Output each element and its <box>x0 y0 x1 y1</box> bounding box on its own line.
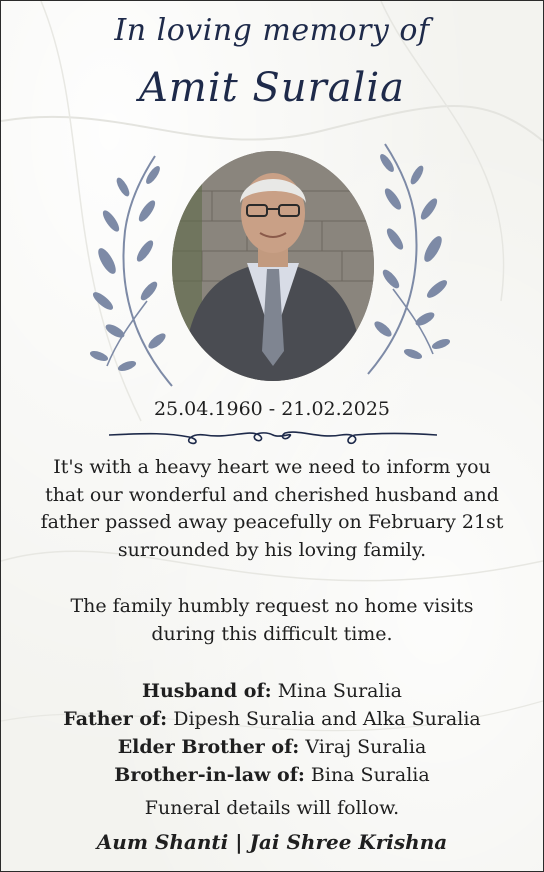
funeral-note: Funeral details will follow. <box>144 797 400 819</box>
relation-value: Mina Suralia <box>271 680 402 702</box>
relation-value: Viraj Suralia <box>299 736 427 758</box>
relation-value: Bina Suralia <box>304 764 430 786</box>
visit-request-line: The family humbly request no home visits <box>70 595 474 617</box>
heading-in-loving-memory: In loving memory of <box>114 13 430 48</box>
announcement-paragraph <box>1 454 543 564</box>
deceased-name: Amit Suralia <box>139 65 405 111</box>
visit-request-paragraph <box>1 593 543 648</box>
relation-label: Husband of: <box>142 680 272 702</box>
relation-label: Father of: <box>63 708 168 730</box>
announcement-line: surrounded by his loving family. <box>117 538 427 561</box>
relation-label: Brother-in-law of: <box>114 764 305 786</box>
portrait-photo <box>172 151 374 381</box>
life-dates: 25.04.1960 - 21.02.2025 <box>153 398 391 420</box>
relation-brother-in-law <box>1 761 543 789</box>
announcement-line: that our wonderful and cherished husband and <box>45 483 499 506</box>
visit-request-line: during this difficult time. <box>151 622 393 645</box>
relation-elder-brother <box>1 733 543 761</box>
relation-label: Elder Brother of: <box>117 736 300 758</box>
closing-blessing: Aum Shanti | Jai Shree Krishna <box>96 830 448 854</box>
announcement-line: It's with a heavy heart we need to inform you <box>53 456 491 478</box>
relation-value: Dipesh Suralia and Alka Suralia <box>167 708 481 730</box>
relation-husband <box>1 677 543 705</box>
family-relations <box>1 677 543 789</box>
divider-flourish <box>109 425 437 451</box>
announcement-line: father passed away peacefully on February 21st <box>40 511 504 533</box>
relation-father <box>1 705 543 733</box>
